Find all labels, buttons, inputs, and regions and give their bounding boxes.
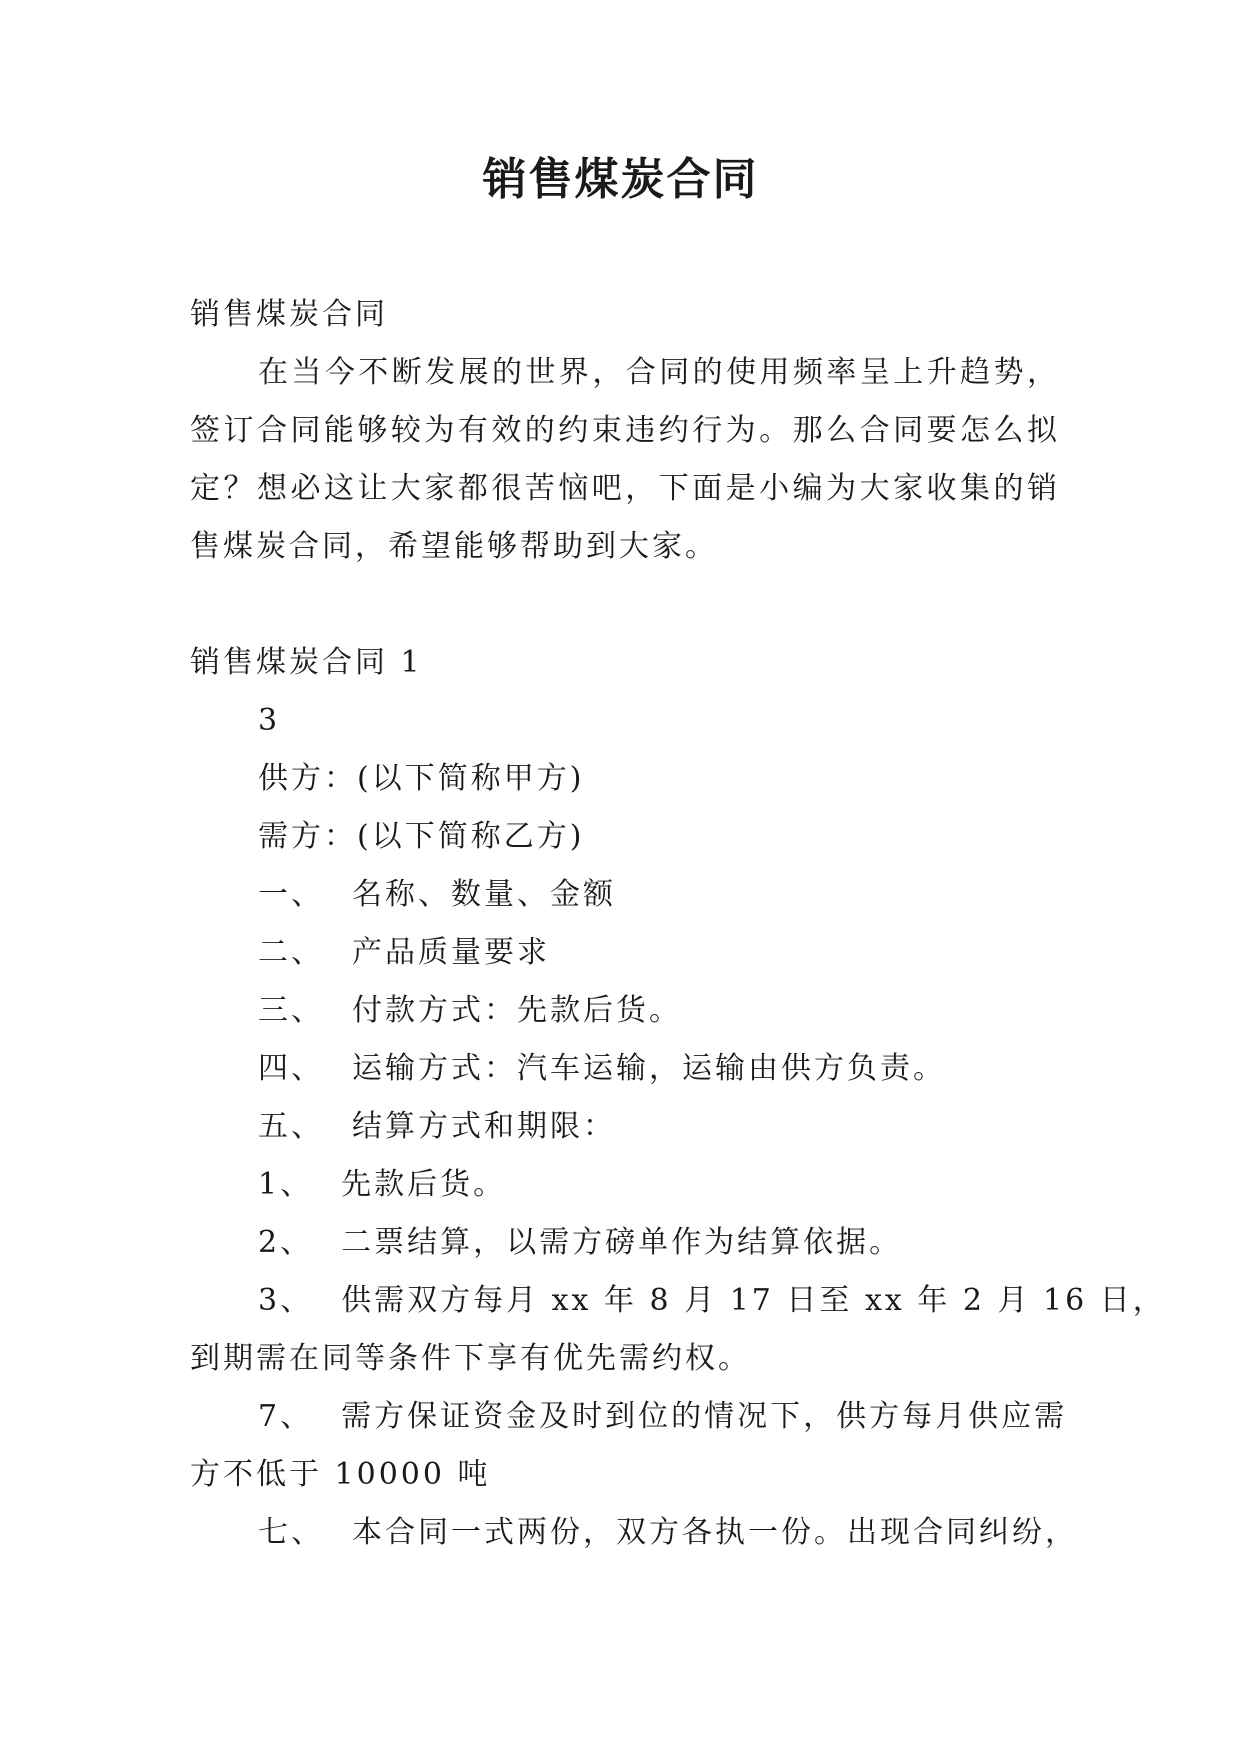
subclause-2	[190, 1214, 1060, 1272]
clause-5	[190, 1098, 1060, 1156]
clause-text: 需方保证资金及时到位的情况下，供方每月供应需	[341, 1399, 1068, 1434]
paragraph-spacer	[190, 576, 1060, 634]
clause-7-line-2: 方不低于 10000 吨	[190, 1457, 491, 1492]
clause-4	[190, 1040, 1060, 1098]
subclause-3-line-2: 到期需在同等条件下享有优先需约权。	[190, 1341, 751, 1376]
clause-seven-line-1	[190, 1504, 1078, 1562]
document-title: 销售煤炭合同	[482, 154, 759, 205]
subclause-3-line-1	[190, 1272, 1166, 1330]
clause-text: 名称、数量、金额	[352, 877, 616, 912]
document-body	[190, 286, 1166, 1562]
clause-3	[190, 982, 1060, 1040]
subclause-text: 供需双方每月 xx 年 8 月 17 日至 xx 年 2 月 16 日，	[341, 1283, 1166, 1318]
intro-line-2: 签订合同能够较为有效的约束违约行为。那么合同要怎么拟	[190, 413, 1060, 448]
clause-number: 四、	[258, 1051, 324, 1086]
clause-text: 产品质量要求	[352, 935, 550, 970]
subtitle: 销售煤炭合同	[190, 297, 388, 332]
intro-line-1: 在当今不断发展的世界，合同的使用频率呈上升趋势，	[258, 355, 1060, 390]
clause-2	[190, 924, 1060, 982]
intro-line-3: 定？想必这让大家都很苦恼吧，下面是小编为大家收集的销	[190, 471, 1060, 506]
clause-number: 一、	[258, 877, 324, 912]
clause-number: 三、	[258, 993, 324, 1028]
clause-7-line-1	[190, 1388, 1068, 1446]
section-heading: 销售煤炭合同 1	[190, 645, 423, 680]
subclause-1	[190, 1156, 1060, 1214]
subclause-number: 1、	[258, 1167, 314, 1202]
clause-text: 本合同一式两份，双方各执一份。出现合同纠纷，	[352, 1515, 1078, 1550]
clause-text: 运输方式：汽车运输，运输由供方负责。	[352, 1051, 946, 1086]
buyer-line: 需方：(以下简称乙方)	[258, 819, 585, 854]
intro-line-4: 售煤炭合同，希望能够帮助到大家。	[190, 529, 718, 564]
supplier-line: 供方：(以下简称甲方)	[258, 761, 585, 796]
clause-1	[190, 866, 1060, 924]
clause-number: 七、	[258, 1515, 324, 1550]
clause-number: 二、	[258, 935, 324, 970]
number-line: 3	[258, 703, 281, 738]
clause-number: 五、	[258, 1109, 324, 1144]
clause-number: 7、	[258, 1399, 314, 1434]
subclause-text: 二票结算，以需方磅单作为结算依据。	[341, 1225, 903, 1260]
subclause-number: 3、	[258, 1283, 314, 1318]
clause-text: 付款方式：先款后货。	[352, 993, 682, 1028]
clause-text: 结算方式和期限：	[352, 1109, 616, 1144]
subclause-number: 2、	[258, 1225, 314, 1260]
subclause-text: 先款后货。	[341, 1167, 507, 1202]
